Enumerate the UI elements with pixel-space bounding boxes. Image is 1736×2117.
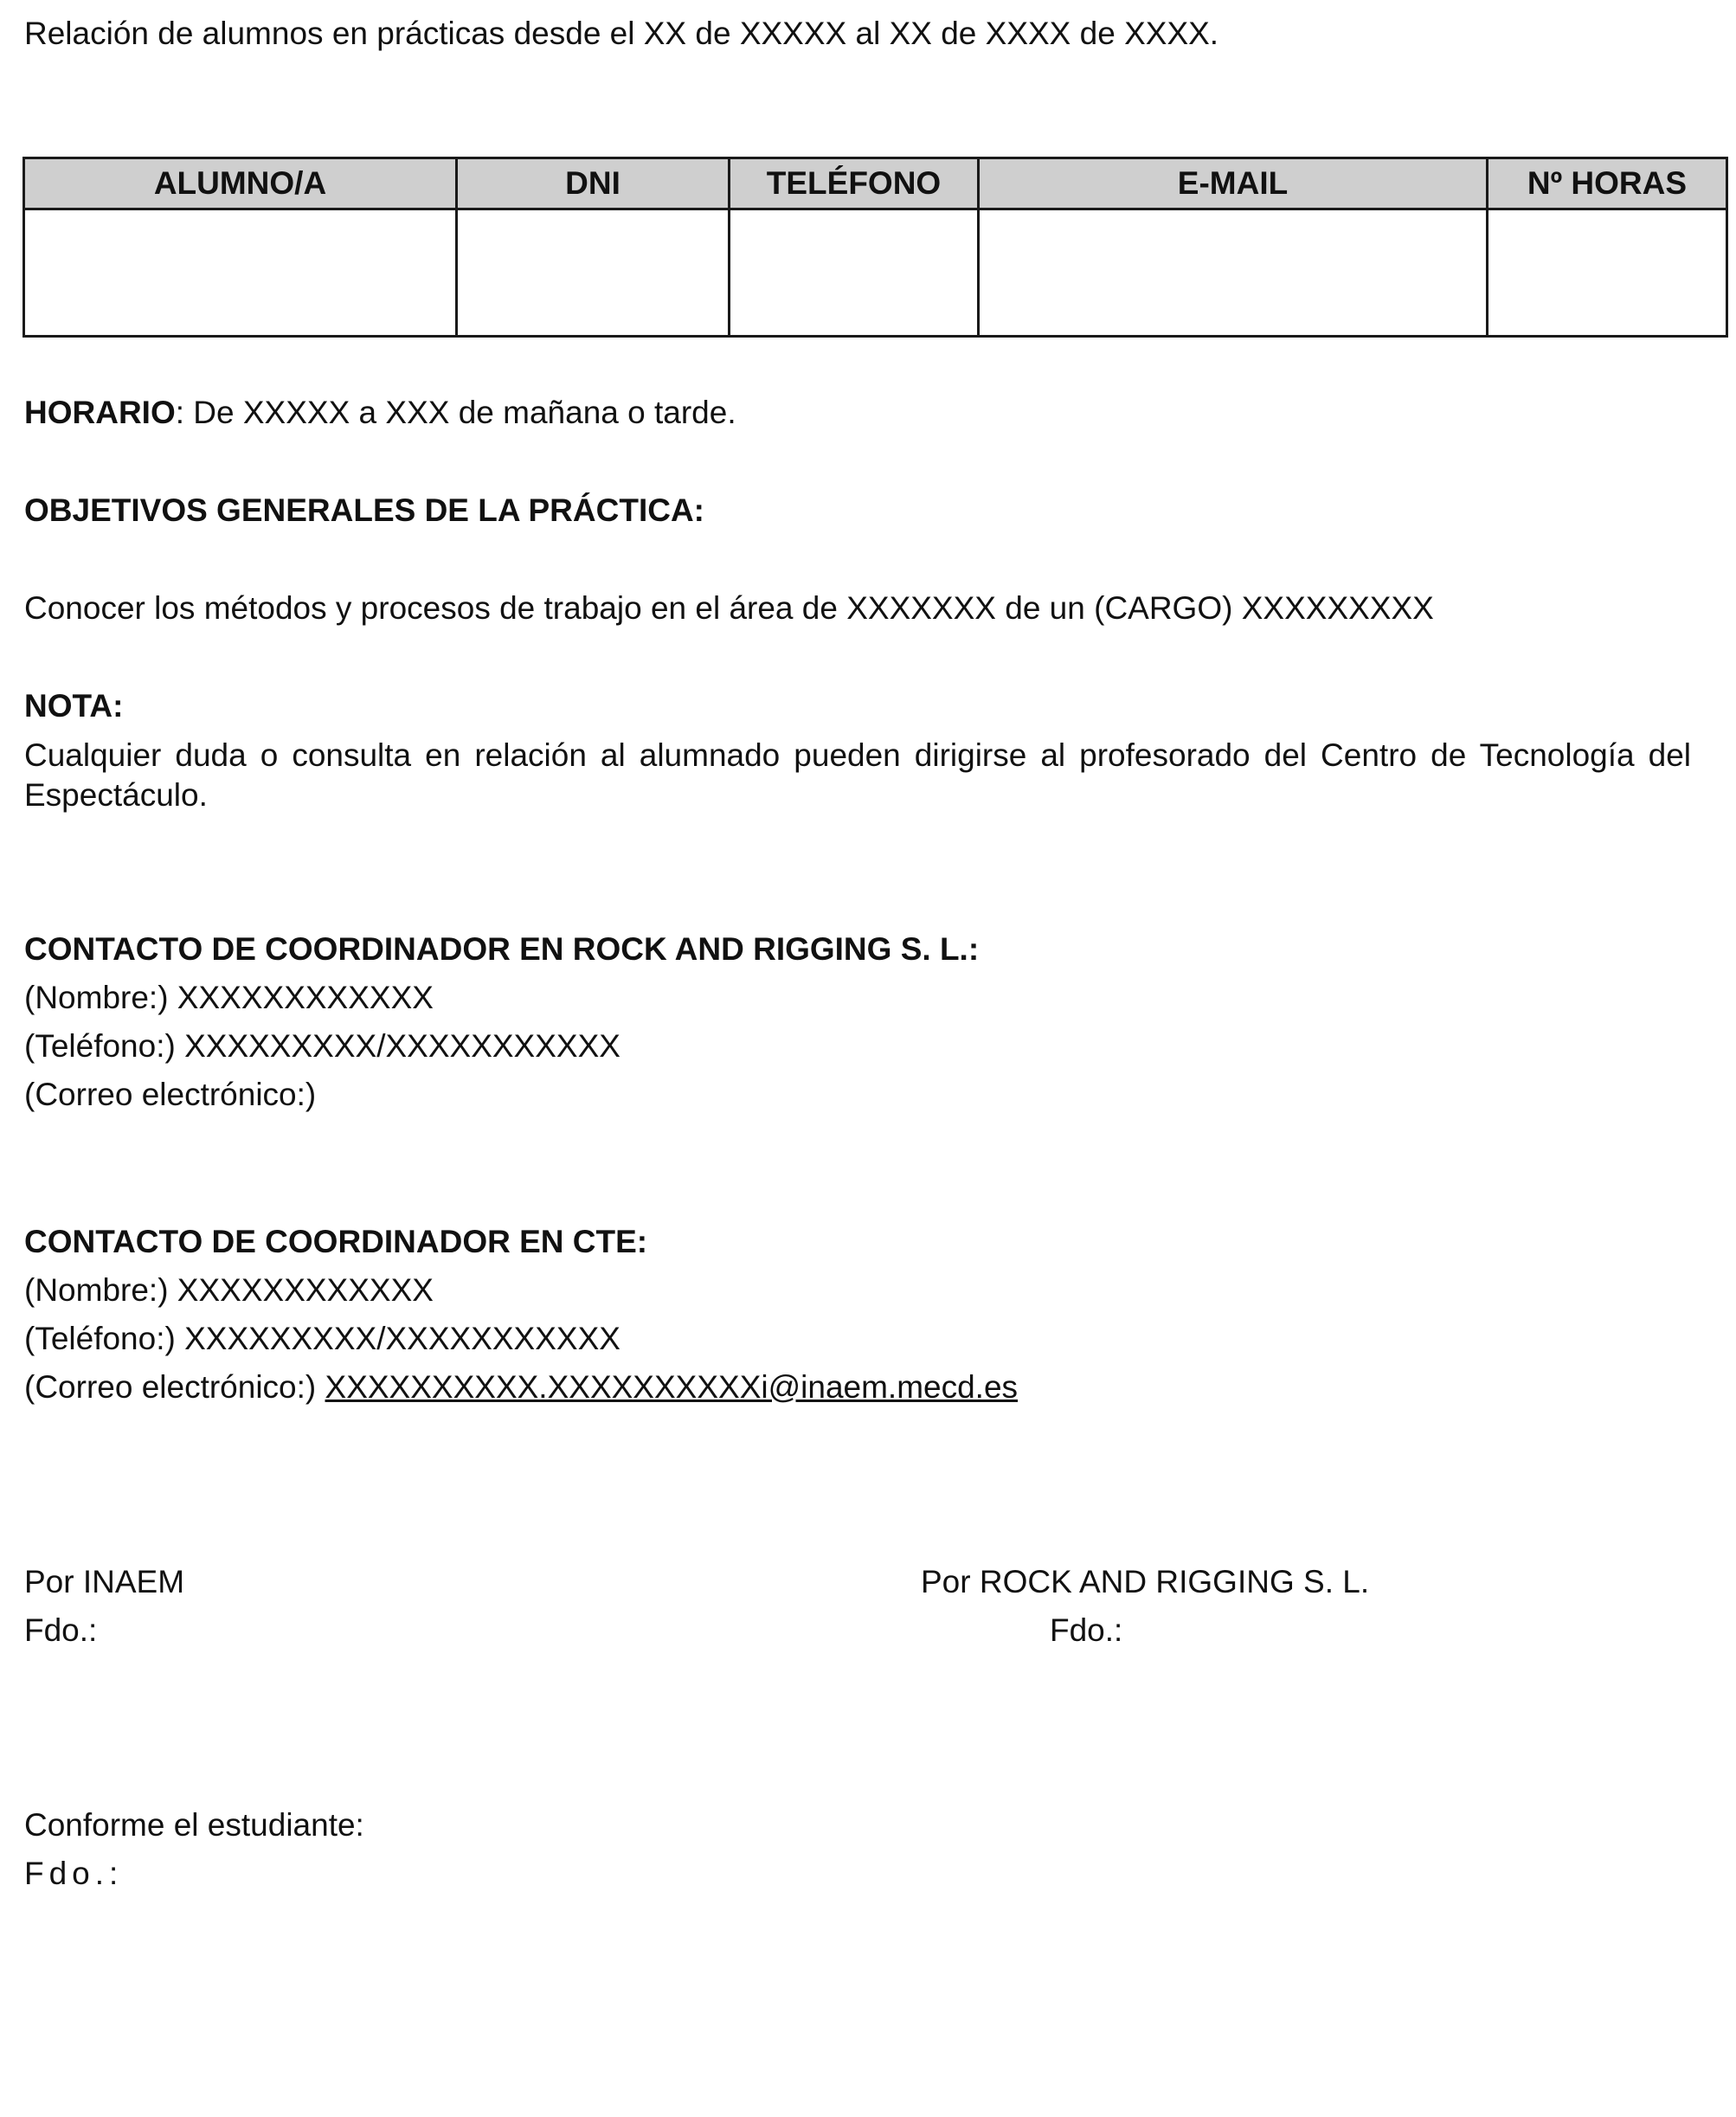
header-alumno: ALUMNO/A xyxy=(24,158,457,209)
cte-contact-name: (Nombre:) XXXXXXXXXXXX xyxy=(24,1272,434,1308)
cell-telefono[interactable] xyxy=(730,209,979,337)
cell-horas[interactable] xyxy=(1488,209,1727,337)
table-header-row xyxy=(24,158,1727,209)
company-contact-email-label: (Correo electrónico:) xyxy=(24,1077,317,1112)
header-horas: Nº HORAS xyxy=(1488,158,1727,209)
company-contact-name: (Nombre:) XXXXXXXXXXXX xyxy=(24,980,434,1015)
student-fdo: Fdo.: xyxy=(24,1856,124,1891)
nota-text: Cualquier duda o consulta en relación al alumnado pueden dirigirse al profesorado del Centro de Tecnología del Espectáculo. xyxy=(24,737,1691,813)
table-row xyxy=(24,209,1727,337)
objetivos-heading: OBJETIVOS GENERALES DE LA PRÁCTICA: xyxy=(24,492,704,528)
header-dni: DNI xyxy=(457,158,730,209)
cte-contact-email-line xyxy=(24,1367,1018,1407)
nota-heading: NOTA: xyxy=(24,688,124,724)
horario-line xyxy=(24,393,736,433)
cell-email[interactable] xyxy=(979,209,1488,337)
objetivos-text: Conocer los métodos y procesos de trabajo en el área de XXXXXXX de un (CARGO) XXXXXXXXX xyxy=(24,590,1434,626)
signature-right-fdo: Fdo.: xyxy=(1050,1612,1123,1648)
horario-label: HORARIO xyxy=(24,395,176,430)
header-email: E-MAIL xyxy=(979,158,1488,209)
cell-dni[interactable] xyxy=(457,209,730,337)
horario-text: : De XXXXX a XXX de mañana o tarde. xyxy=(175,395,736,430)
cte-contact-email-label: (Correo electrónico:) xyxy=(24,1369,317,1405)
header-telefono: TELÉFONO xyxy=(730,158,979,209)
signature-left-entity: Por INAEM xyxy=(24,1564,185,1599)
cte-contact-phone: (Teléfono:) XXXXXXXXX/XXXXXXXXXXX xyxy=(24,1321,620,1356)
company-contact-heading: CONTACTO DE COORDINADOR EN ROCK AND RIGGING S. L.: xyxy=(24,931,980,967)
signature-right-entity: Por ROCK AND RIGGING S. L. xyxy=(921,1564,1370,1599)
cte-contact-heading: CONTACTO DE COORDINADOR EN CTE: xyxy=(24,1224,648,1259)
cte-contact-email-link[interactable]: XXXXXXXXXX.XXXXXXXXXXi@inaem.mecd.es xyxy=(325,1369,1019,1405)
student-conforme-label: Conforme el estudiante: xyxy=(24,1807,364,1843)
cell-alumno[interactable] xyxy=(24,209,457,337)
intro-text: Relación de alumnos en prácticas desde el XX de XXXXX al XX de XXXX de XXXX. xyxy=(24,16,1219,51)
company-contact-phone: (Teléfono:) XXXXXXXXX/XXXXXXXXXXX xyxy=(24,1028,620,1064)
signature-left-fdo: Fdo.: xyxy=(24,1612,98,1648)
students-table xyxy=(23,157,1728,338)
